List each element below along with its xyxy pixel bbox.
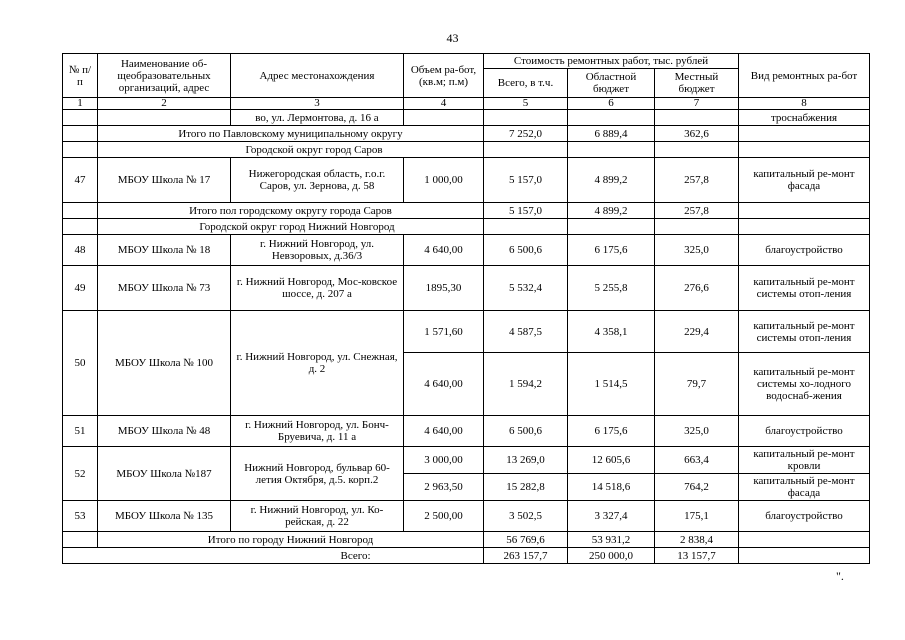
regional-cell: 4 899,2 bbox=[568, 158, 655, 203]
column-number: 8 bbox=[739, 98, 870, 110]
local-cell: 257,8 bbox=[655, 158, 739, 203]
school-name: МБОУ Школа № 135 bbox=[98, 501, 231, 532]
repair-type-cell: благоустройство bbox=[739, 235, 870, 266]
table-row bbox=[63, 266, 870, 311]
volume-cell: 4 640,00 bbox=[404, 235, 484, 266]
header-row bbox=[63, 54, 870, 69]
repair-type-cell: капитальный ре-монт системы хо-лодного водоснаб-жения bbox=[739, 353, 870, 416]
subtotal-label: Итого по Павловскому муниципальному округу bbox=[98, 126, 484, 142]
table-row bbox=[63, 235, 870, 266]
total-cell: 3 502,5 bbox=[484, 501, 568, 532]
regional-cell: 5 255,8 bbox=[568, 266, 655, 311]
address-cell: г. Нижний Новгород, ул. Невзоровых, д.36/3 bbox=[231, 235, 404, 266]
total-cell: 7 252,0 bbox=[484, 126, 568, 142]
subtotal-row bbox=[63, 126, 870, 142]
grand-total-label: Всего: bbox=[63, 548, 484, 564]
row-number: 49 bbox=[63, 266, 98, 311]
school-name: МБОУ Школа № 100 bbox=[98, 311, 231, 416]
volume-cell: 4 640,00 bbox=[404, 353, 484, 416]
section-title: Городской округ город Нижний Новгород bbox=[98, 219, 484, 235]
column-number: 3 bbox=[231, 98, 404, 110]
repair-cost-table bbox=[62, 53, 870, 564]
row-number: 52 bbox=[63, 447, 98, 501]
regional-cell: 6 175,6 bbox=[568, 416, 655, 447]
row-number: 51 bbox=[63, 416, 98, 447]
header-name: Наименование об-щеобразовательных организаций, адрес bbox=[98, 54, 231, 98]
section-row bbox=[63, 142, 870, 158]
school-name: МБОУ Школа № 18 bbox=[98, 235, 231, 266]
table-row bbox=[63, 158, 870, 203]
regional-cell: 53 931,2 bbox=[568, 532, 655, 548]
header-volume: Объем ра-бот, (кв.м; п.м) bbox=[404, 54, 484, 98]
total-cell: 5 157,0 bbox=[484, 203, 568, 219]
local-cell: 764,2 bbox=[655, 474, 739, 501]
local-cell: 79,7 bbox=[655, 353, 739, 416]
repair-type-cell: благоустройство bbox=[739, 416, 870, 447]
local-cell: 362,6 bbox=[655, 126, 739, 142]
local-cell: 325,0 bbox=[655, 235, 739, 266]
school-name: МБОУ Школа № 48 bbox=[98, 416, 231, 447]
regional-cell: 250 000,0 bbox=[568, 548, 655, 564]
table-row bbox=[63, 311, 870, 353]
total-cell: 5 157,0 bbox=[484, 158, 568, 203]
subtotal-label: Итого по городу Нижний Новгород bbox=[98, 532, 484, 548]
column-number: 4 bbox=[404, 98, 484, 110]
address-cell: г. Нижний Новгород, ул. Снежная, д. 2 bbox=[231, 311, 404, 416]
table-row bbox=[63, 110, 870, 126]
total-cell: 6 500,6 bbox=[484, 235, 568, 266]
local-cell: 663,4 bbox=[655, 447, 739, 474]
total-cell: 5 532,4 bbox=[484, 266, 568, 311]
repair-type-cell: капитальный ре-монт кровли bbox=[739, 447, 870, 474]
grand-total-row bbox=[63, 548, 870, 564]
volume-cell: 3 000,00 bbox=[404, 447, 484, 474]
address-cell: Нижний Новгород, бульвар 60-летия Октября, д.5. корп.2 bbox=[231, 447, 404, 501]
header-regional: Областной бюджет bbox=[568, 69, 655, 98]
column-number: 1 bbox=[63, 98, 98, 110]
section-row bbox=[63, 219, 870, 235]
repair-type-cell: капитальный ре-монт системы отоп-ления bbox=[739, 266, 870, 311]
school-name: МБОУ Школа № 17 bbox=[98, 158, 231, 203]
address-cell: г. Нижний Новгород, ул. Бонч-Бруевича, д. 11 а bbox=[231, 416, 404, 447]
column-number: 2 bbox=[98, 98, 231, 110]
header-type: Вид ремонтных ра-бот bbox=[739, 54, 870, 98]
school-name: МБОУ Школа №187 bbox=[98, 447, 231, 501]
closing-quote: ". bbox=[836, 569, 844, 583]
section-title: Городской округ город Саров bbox=[98, 142, 484, 158]
volume-cell: 4 640,00 bbox=[404, 416, 484, 447]
header-address: Адрес местонахождения bbox=[231, 54, 404, 98]
address-cell: Нижегородская область, г.о.г. Саров, ул. Зернова, д. 58 bbox=[231, 158, 404, 203]
header-num: № п/п bbox=[63, 54, 98, 98]
repair-type-cell: капитальный ре-монт фасада bbox=[739, 474, 870, 501]
column-number-row bbox=[63, 98, 870, 110]
total-cell: 13 269,0 bbox=[484, 447, 568, 474]
row-number: 48 bbox=[63, 235, 98, 266]
local-cell: 325,0 bbox=[655, 416, 739, 447]
regional-cell: 4 358,1 bbox=[568, 311, 655, 353]
total-cell: 56 769,6 bbox=[484, 532, 568, 548]
local-cell: 276,6 bbox=[655, 266, 739, 311]
column-number: 7 bbox=[655, 98, 739, 110]
header-local: Местный бюджет bbox=[655, 69, 739, 98]
volume-cell: 2 963,50 bbox=[404, 474, 484, 501]
regional-cell: 6 889,4 bbox=[568, 126, 655, 142]
volume-cell: 1895,30 bbox=[404, 266, 484, 311]
local-cell: 229,4 bbox=[655, 311, 739, 353]
repair-type-cell: благоустройство bbox=[739, 501, 870, 532]
regional-cell: 4 899,2 bbox=[568, 203, 655, 219]
repair-type-cell: капитальный ре-монт фасада bbox=[739, 158, 870, 203]
regional-cell: 1 514,5 bbox=[568, 353, 655, 416]
row-number: 53 bbox=[63, 501, 98, 532]
column-number: 6 bbox=[568, 98, 655, 110]
total-cell: 15 282,8 bbox=[484, 474, 568, 501]
total-cell: 4 587,5 bbox=[484, 311, 568, 353]
header-total: Всего, в т.ч. bbox=[484, 69, 568, 98]
repair-type-cell: капитальный ре-монт системы отоп-ления bbox=[739, 311, 870, 353]
local-cell: 13 157,7 bbox=[655, 548, 739, 564]
volume-cell: 1 571,60 bbox=[404, 311, 484, 353]
header-cost-group: Стоимость ремонтных работ, тыс. рублей bbox=[484, 54, 739, 69]
regional-cell: 3 327,4 bbox=[568, 501, 655, 532]
school-name: МБОУ Школа № 73 bbox=[98, 266, 231, 311]
local-cell: 2 838,4 bbox=[655, 532, 739, 548]
local-cell: 257,8 bbox=[655, 203, 739, 219]
subtotal-label: Итого пол городскому округу города Саров bbox=[98, 203, 484, 219]
regional-cell: 14 518,6 bbox=[568, 474, 655, 501]
table-row bbox=[63, 416, 870, 447]
total-cell: 6 500,6 bbox=[484, 416, 568, 447]
address-cell: во, ул. Лермонтова, д. 16 а bbox=[231, 110, 404, 126]
page-number: 43 bbox=[446, 31, 459, 45]
local-cell: 175,1 bbox=[655, 501, 739, 532]
subtotal-row bbox=[63, 203, 870, 219]
subtotal-row bbox=[63, 532, 870, 548]
table-row bbox=[63, 447, 870, 474]
row-number: 50 bbox=[63, 311, 98, 416]
regional-cell: 6 175,6 bbox=[568, 235, 655, 266]
regional-cell: 12 605,6 bbox=[568, 447, 655, 474]
row-number: 47 bbox=[63, 158, 98, 203]
volume-cell: 1 000,00 bbox=[404, 158, 484, 203]
total-cell: 263 157,7 bbox=[484, 548, 568, 564]
address-cell: г. Нижний Новгород, Мос-ковское шоссе, д. 207 а bbox=[231, 266, 404, 311]
repair-type-cell: трoснабжения bbox=[739, 110, 870, 126]
volume-cell: 2 500,00 bbox=[404, 501, 484, 532]
table-row bbox=[63, 501, 870, 532]
total-cell: 1 594,2 bbox=[484, 353, 568, 416]
column-number: 5 bbox=[484, 98, 568, 110]
address-cell: г. Нижний Новгород, ул. Ко-рейская, д. 22 bbox=[231, 501, 404, 532]
